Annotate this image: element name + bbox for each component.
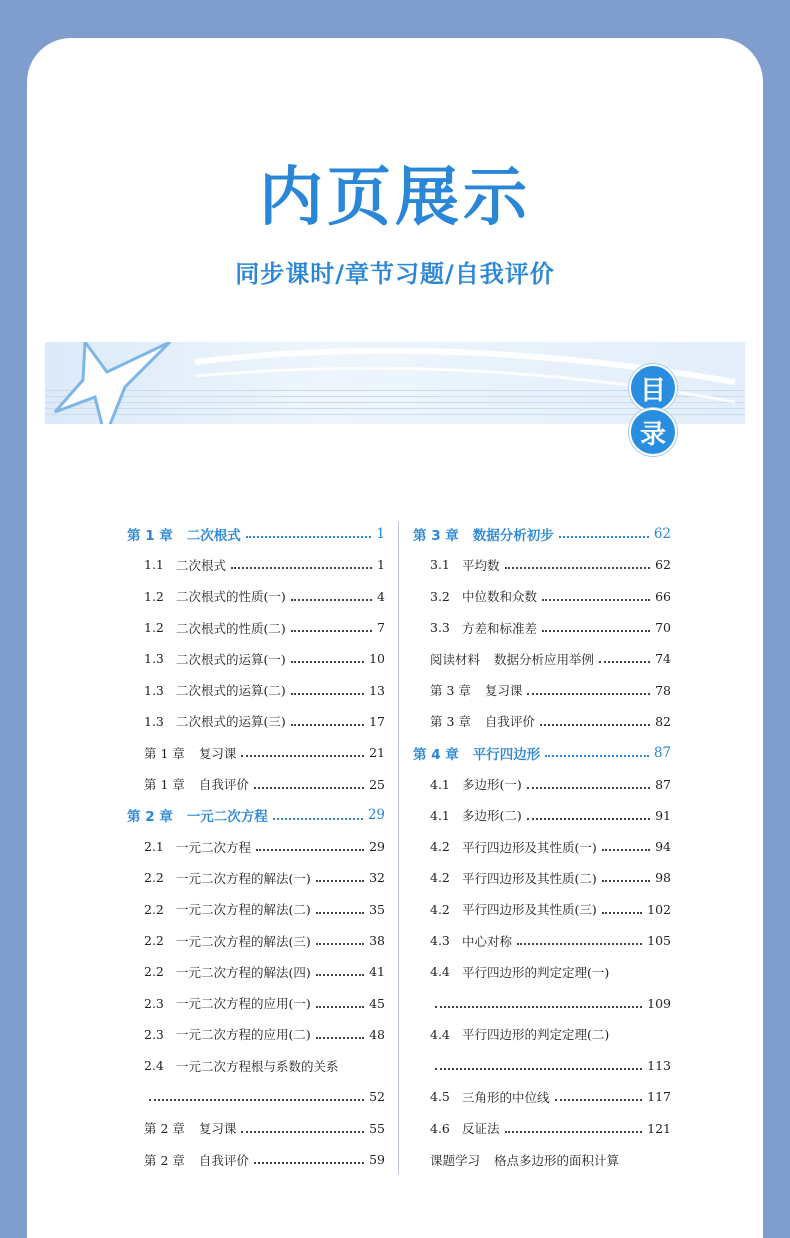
toc-right-column <box>413 518 671 1175</box>
toc-banner <box>45 342 745 450</box>
toc-entry-number: 4.2 <box>430 870 450 886</box>
toc-entry-row <box>413 956 671 987</box>
toc-entry-title: 一元二次方程的解法(一) <box>176 870 311 886</box>
toc-page-number: 7 <box>377 620 385 636</box>
toc-entry-title: 自我评价 <box>198 1152 249 1168</box>
toc-page-number: 1 <box>377 557 385 573</box>
toc-entry-number: 第 2 章 <box>127 809 173 826</box>
toc-left-column <box>127 518 385 1175</box>
toc-entry-row <box>413 549 671 580</box>
toc-page-number: 32 <box>369 870 385 886</box>
toc-dot-leader <box>273 817 363 820</box>
toc-page-number: 38 <box>369 933 385 948</box>
toc-page-number: 82 <box>655 713 671 729</box>
toc-page-number: 87 <box>653 744 671 761</box>
page-subtitle: 同步课时/章节习题/自我评价 <box>235 260 555 288</box>
toc-entry-row <box>127 987 385 1018</box>
toc-entry-row <box>413 831 671 862</box>
toc-page-number: 74 <box>655 651 671 667</box>
toc-chapter-row <box>127 800 385 831</box>
toc-page-number: 78 <box>655 682 671 698</box>
toc-dot-leader <box>291 692 364 695</box>
toc-page-number: 1 <box>376 525 385 542</box>
toc-entry-title: 一元二次方程 <box>176 839 252 855</box>
toc-entry-title: 多边形(一) <box>462 777 522 793</box>
toc-entry-number: 第 3 章 <box>430 714 471 730</box>
toc-page-number: 98 <box>655 870 671 886</box>
toc-dot-leader <box>254 1161 364 1164</box>
toc-dot-leader <box>316 973 364 976</box>
toc-page-number: 117 <box>647 1089 671 1105</box>
toc-entry-number: 1.2 <box>144 588 164 604</box>
toc-entry-title: 一元二次方程 <box>186 809 268 826</box>
toc-dot-leader <box>316 942 364 945</box>
toc-entry-number: 4.2 <box>430 839 450 855</box>
toc-entry-title: 一元二次方程的应用(一) <box>176 996 311 1012</box>
toc-page-number: 70 <box>655 620 671 636</box>
toc-entry-row <box>413 581 671 612</box>
toc-page-number: 13 <box>369 682 385 698</box>
toc-entry-title: 一元二次方程的解法(四) <box>176 964 311 980</box>
toc-entry-title: 平行四边形及其性质(二) <box>462 870 597 886</box>
toc-entry-row <box>127 768 385 799</box>
toc-entry-row <box>413 674 671 705</box>
toc-entry-row <box>127 1081 385 1112</box>
toc-entry-row <box>413 1050 671 1081</box>
toc-entry-title: 格点多边形的面积计算 <box>494 1152 620 1168</box>
toc-entry-title: 自我评价 <box>198 777 249 793</box>
toc-page-number: 105 <box>647 933 671 948</box>
toc-entry-title: 数据分析应用举例 <box>494 651 595 667</box>
toc-page-number: 66 <box>655 588 671 604</box>
toc-page-number: 25 <box>369 776 385 792</box>
toc-dot-leader <box>602 848 650 851</box>
toc-page-number: 29 <box>367 807 385 824</box>
toc-entry-number: 2.2 <box>144 933 164 948</box>
toc-dot-leader <box>540 723 650 726</box>
toc-entry-row <box>413 1081 671 1112</box>
toc-dot-leader <box>291 723 364 726</box>
toc-entry-title: 二次根式的性质(一) <box>176 589 286 605</box>
toc-entry-number: 第 1 章 <box>144 777 185 793</box>
toc-page-number: 10 <box>369 651 385 667</box>
toc-entry-number: 4.2 <box>430 901 450 917</box>
toc-dot-leader <box>559 535 649 538</box>
toc-entry-row <box>413 612 671 643</box>
toc-entry-row <box>127 1144 385 1175</box>
toc-entry-title: 反证法 <box>462 1121 500 1137</box>
toc-dot-leader <box>542 598 650 601</box>
toc-page-number: 94 <box>655 839 671 855</box>
toc-entry-title: 一元二次方程的解法(二) <box>176 902 311 918</box>
toc-page-number: 91 <box>655 807 671 823</box>
toc-entry-row <box>127 862 385 893</box>
toc-entry-title: 平行四边形及其性质(一) <box>462 839 597 855</box>
toc-entry-number: 2.3 <box>144 995 164 1011</box>
toc-chapter-row <box>127 518 385 549</box>
toc-dot-leader <box>527 817 650 820</box>
toc-entry-title: 平均数 <box>462 557 500 573</box>
toc-badge-bottom: 录 <box>629 408 677 456</box>
toc-dot-leader <box>542 629 650 632</box>
toc-entry-title: 三角形的中位线 <box>462 1089 550 1105</box>
toc-entry-number: 4.1 <box>430 807 450 823</box>
toc-entry-title: 中心对称 <box>462 933 513 949</box>
toc-page-number: 4 <box>377 588 385 604</box>
toc-dot-leader <box>435 1067 642 1070</box>
toc-entry-title: 中位数和众数 <box>462 589 538 605</box>
toc-page-number: 62 <box>653 525 671 542</box>
toc-entry-number: 2.2 <box>144 964 164 980</box>
toc-entry-row <box>127 706 385 737</box>
toc-page-number: 109 <box>647 995 671 1011</box>
toc-page-number: 59 <box>369 1152 385 1168</box>
toc-page-number: 121 <box>647 1120 671 1136</box>
toc-entry-row <box>127 643 385 674</box>
toc-entry-row <box>127 737 385 768</box>
toc-entry-number: 4.5 <box>430 1089 450 1105</box>
toc-dot-leader <box>555 1098 643 1101</box>
toc-entry-title: 复习课 <box>484 683 523 699</box>
toc-page-number: 17 <box>369 713 385 729</box>
toc-entry-row <box>127 549 385 580</box>
toc-entry-row <box>413 894 671 925</box>
toc-dot-leader <box>254 786 364 789</box>
toc-entry-number: 2.2 <box>144 870 164 886</box>
toc-entry-title: 二次根式的运算(一) <box>176 651 286 667</box>
toc-entry-number: 1.3 <box>144 651 164 667</box>
toc-dot-leader <box>527 786 650 789</box>
toc-dot-leader <box>602 879 650 882</box>
toc-entry-title: 平行四边形及其性质(三) <box>462 902 597 918</box>
toc-entry-title: 一元二次方程的应用(二) <box>176 1027 311 1043</box>
toc-entry-number: 1.2 <box>144 620 164 636</box>
toc-entry-number: 第 2 章 <box>144 1152 185 1168</box>
toc-entry-row <box>413 706 671 737</box>
toc-entry-title: 方差和标准差 <box>462 620 538 636</box>
toc-entry-title: 二次根式 <box>176 557 227 573</box>
toc-entry-title: 二次根式的运算(二) <box>176 683 286 699</box>
toc-dot-leader <box>505 1130 643 1133</box>
toc-entry-title: 二次根式 <box>186 527 241 544</box>
toc-entry-number: 4.4 <box>430 1026 450 1042</box>
toc-entry-number: 4.4 <box>430 964 450 980</box>
toc-dot-leader <box>241 1130 364 1133</box>
toc-dot-leader <box>241 754 364 757</box>
toc-entry-title: 平行四边形的判定定理(二) <box>462 1027 610 1043</box>
toc-entry-row <box>127 1050 385 1081</box>
toc-page-number: 62 <box>655 557 671 573</box>
toc-entry-number: 2.4 <box>144 1058 164 1074</box>
toc-dot-leader <box>246 535 372 538</box>
toc-entry-row <box>127 925 385 956</box>
toc-dot-leader <box>231 566 372 569</box>
toc-page-number: 87 <box>655 776 671 792</box>
toc-entry-title: 一元二次方程的解法(三) <box>176 933 311 949</box>
toc-page-number: 41 <box>369 964 385 980</box>
toc-dot-leader <box>602 911 642 914</box>
toc-entry-row <box>413 925 671 956</box>
toc-entry-number: 3.2 <box>430 588 450 604</box>
toc-entry-number: 2.2 <box>144 901 164 917</box>
toc-entry-number: 1.3 <box>144 682 164 698</box>
toc-entry-row <box>127 894 385 925</box>
toc-entry-number: 课题学习 <box>430 1152 481 1168</box>
column-divider <box>398 522 399 1174</box>
toc-entry-title: 自我评价 <box>484 714 535 730</box>
toc-entry-row <box>127 956 385 987</box>
toc-entry-number: 4.3 <box>430 933 450 948</box>
toc-dot-leader <box>545 754 649 757</box>
toc-entry-row <box>413 800 671 831</box>
toc-chapter-row <box>413 518 671 549</box>
toc-entry-row <box>413 643 671 674</box>
toc-entry-number: 3.3 <box>430 620 450 636</box>
toc-entry-number: 阅读材料 <box>430 651 481 667</box>
toc-entry-number: 第 3 章 <box>430 683 471 699</box>
toc-dot-leader <box>291 629 372 632</box>
toc-entry-row <box>127 581 385 612</box>
toc-entry-row <box>413 862 671 893</box>
toc-dot-leader <box>316 879 364 882</box>
toc-entry-row <box>127 1019 385 1050</box>
toc-entry-row <box>127 1113 385 1144</box>
toc-entry-title: 一元二次方程根与系数的关系 <box>176 1058 339 1074</box>
toc-dot-leader <box>517 942 642 945</box>
toc-dot-leader <box>256 848 364 851</box>
toc-entry-title: 二次根式的运算(三) <box>176 714 286 730</box>
toc-entry-number: 1.3 <box>144 713 164 729</box>
toc-entry-row <box>413 1144 671 1175</box>
toc-entry-number: 第 1 章 <box>144 745 185 761</box>
toc-page-number: 21 <box>369 745 385 761</box>
toc-entry-row <box>413 1113 671 1144</box>
toc-entry-row <box>413 987 671 1018</box>
toc-entry-number: 第 1 章 <box>127 527 173 544</box>
toc-entry-title: 平行四边形的判定定理(一) <box>462 964 610 980</box>
toc-page-number: 52 <box>369 1089 385 1105</box>
toc-entry-row <box>413 768 671 799</box>
toc-entry-number: 4.1 <box>430 776 450 792</box>
toc-dot-leader <box>435 1005 642 1008</box>
page-title: 内页展示 <box>259 161 531 235</box>
toc-entry-title: 平行四边形 <box>472 746 541 763</box>
toc-dot-leader <box>316 911 364 914</box>
toc-entry-number: 2.3 <box>144 1026 164 1042</box>
toc-entry-title: 复习课 <box>198 745 237 761</box>
content-card <box>27 38 763 1238</box>
toc-dot-leader <box>149 1098 364 1101</box>
toc-entry-number: 1.1 <box>144 557 164 573</box>
toc-page-number: 102 <box>647 901 671 917</box>
toc-entry-number: 第 4 章 <box>413 746 459 763</box>
toc-badge-top: 目 <box>629 364 677 412</box>
toc-dot-leader <box>316 1036 364 1039</box>
toc-entry-row <box>127 831 385 862</box>
toc-chapter-row <box>413 737 671 768</box>
toc-dot-leader <box>505 566 651 569</box>
toc-entry-title: 多边形(二) <box>462 808 522 824</box>
toc-page-number: 45 <box>369 995 385 1011</box>
toc-page-number: 55 <box>369 1120 385 1136</box>
toc-entry-number: 第 3 章 <box>413 527 459 544</box>
toc-entry-row <box>127 674 385 705</box>
toc-entry-row <box>127 612 385 643</box>
toc-entry-number: 2.1 <box>144 839 164 855</box>
toc-page-number: 113 <box>647 1058 671 1074</box>
toc-entry-number: 3.1 <box>430 557 450 573</box>
toc-entry-title: 复习课 <box>198 1121 237 1137</box>
toc-page-number: 48 <box>369 1026 385 1042</box>
toc-entry-number: 4.6 <box>430 1120 450 1136</box>
toc-dot-leader <box>599 660 650 663</box>
toc-dot-leader <box>316 1005 364 1008</box>
toc-dot-leader <box>527 692 650 695</box>
toc-entry-number: 第 2 章 <box>144 1121 185 1137</box>
toc-dot-leader <box>291 660 364 663</box>
toc-page-number: 29 <box>369 839 385 855</box>
toc-dot-leader <box>291 598 372 601</box>
toc-entry-title: 数据分析初步 <box>472 527 554 544</box>
toc-page-number: 35 <box>369 901 385 917</box>
toc-entry-title: 二次根式的性质(二) <box>176 620 286 636</box>
toc-entry-row <box>413 1019 671 1050</box>
